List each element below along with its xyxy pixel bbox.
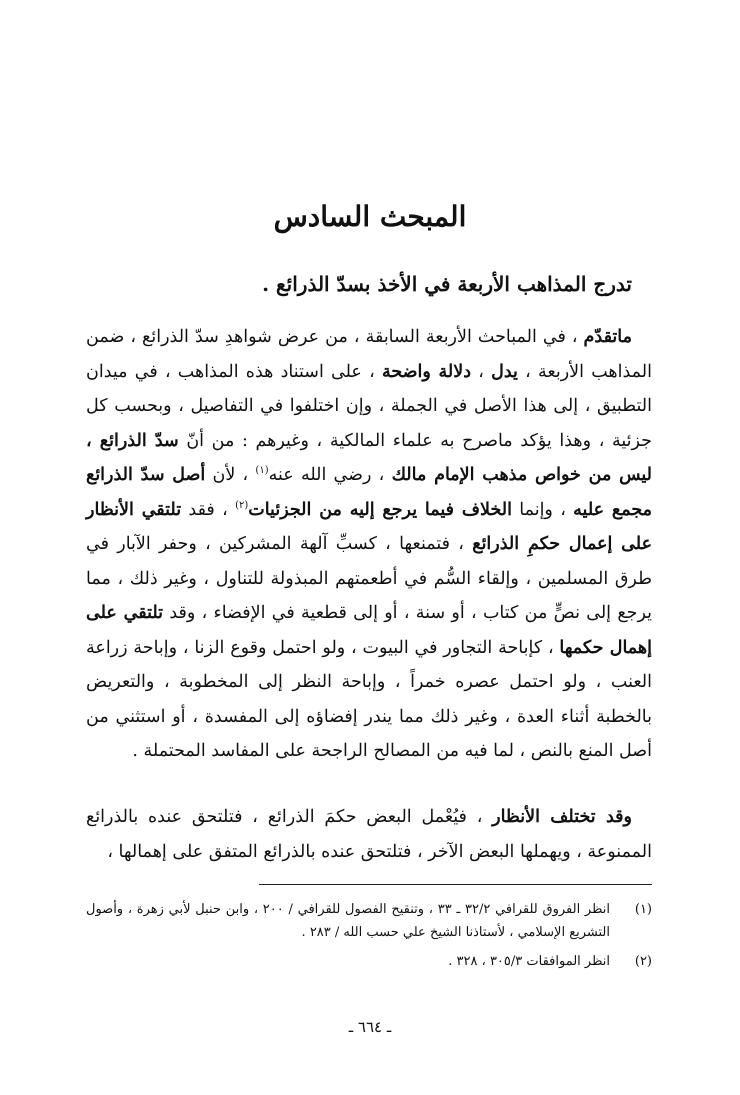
bold-phrase: أصل سدّ الذرائع مجمع عليه (86, 465, 652, 520)
footnote-text: انظر الموافقات ٣٠٥/٣ ، ٣٢٨ . (448, 954, 610, 969)
bold-phrase: وقد تختلف الأنظار (492, 807, 632, 827)
text-run: ، رضي الله عنه (268, 465, 392, 485)
footnote-ref-1[interactable]: (١) (255, 465, 269, 477)
text-run: ، (471, 361, 492, 382)
footnote-item (86, 898, 652, 944)
bold-phrase: تلتقي على إهمال حكمها (86, 603, 652, 658)
text-run: ، في المباحث الأربعة السابقة ، من عرض شواهدِ سدّ الذرائع ، ضمن المذاهب الأربعة ، (86, 327, 652, 382)
footnote-number: (٢) (634, 954, 652, 969)
chapter-title: المبحث السادس (273, 200, 467, 233)
bold-phrase: يدل (491, 361, 518, 382)
text-run: ، وإنما (511, 499, 574, 520)
text-run: ، كإباحة التجاور في البيوت ، ولو احتمل وقوع الزنا ، وإباحة زراعة العنب ، ولو احتمل عصره خمراً ، وإباحة النظر إلى المخطوبة ، والتعريض بالخطبة أثناء العدة ، وغير ذلك مما يندر إفضاؤه إلى المفسدة ، أو استثني من أصل المنع بالنص ، لما فيه من المصالح الراجحة على المفاسد المحتملة . (86, 637, 652, 761)
footnote-text: انظر الفروق للقرافي ٣٢/٢ ـ ٣٣ ، وتنقيح الفصول للقرافي / ٢٠٠ ، وابن حنبل لأبي زهرة ، وأصول التشريع الإسلامي ، لأستاذنا الشيخ علي حسب الله / ٢٨٣ . (86, 902, 610, 940)
body-paragraph-1 (86, 320, 652, 769)
text-run: ، فيُعْمل البعض حكمَ الذرائع ، فتلتحق عنده بالذرائع الممنوعة ، ويهملها البعض الآخر ، فتلتحق عنده بالذرائع المتفق على إهمالها ، (86, 807, 652, 862)
text-run: ، لأن (205, 465, 256, 485)
footnote-item (86, 950, 652, 973)
bold-phrase: سدّ الذرائع ، ليس من خواص مذهب الإمام مالك (86, 430, 653, 485)
body-paragraph-2 (86, 800, 652, 869)
bold-phrase: دلالة واضحة (381, 361, 472, 382)
page-number: ـ ٦٦٤ ـ (348, 1018, 392, 1036)
bold-phrase: الخلاف فيما يرجع إليه من الجزئيات (248, 499, 512, 520)
footnote-number: (١) (634, 902, 652, 917)
footnote-separator (259, 884, 652, 885)
text-run: ، فتمنعها ، كسبِّ آلهة المشركين ، وحفر الآبار في طرق المسلمين ، وإلقاء السُّم في أطعمتهم المبذولة للتناول ، وغير ذلك ، مما يرجع إلى نصٍّ من كتاب ، أو سنة ، أو إلى قطعية في الإفضاء ، وقد (86, 534, 652, 623)
bold-phrase: تلتقي الأنظار على إعمال حكمِ الذرائع (86, 499, 653, 554)
footnotes (86, 898, 652, 973)
text-run: ، فقد (181, 499, 236, 520)
section-heading: تدرج المذاهب الأربعة في الأخذ بسدّ الذرائع . (262, 272, 632, 296)
footnote-ref-2[interactable]: (٢) (235, 499, 249, 511)
bold-phrase: ماتقدّم (583, 327, 632, 347)
text-run: ، على استناد هذه المذاهب ، في ميدان التطبيق ، إلى هذا الأصل في الجملة ، وإن اختلفوا في التفاصيل ، وبحسب كل جزئية ، وهذا يؤكد ماصرح به علماء المالكية ، وغيرهم : من أنّ (86, 361, 652, 451)
